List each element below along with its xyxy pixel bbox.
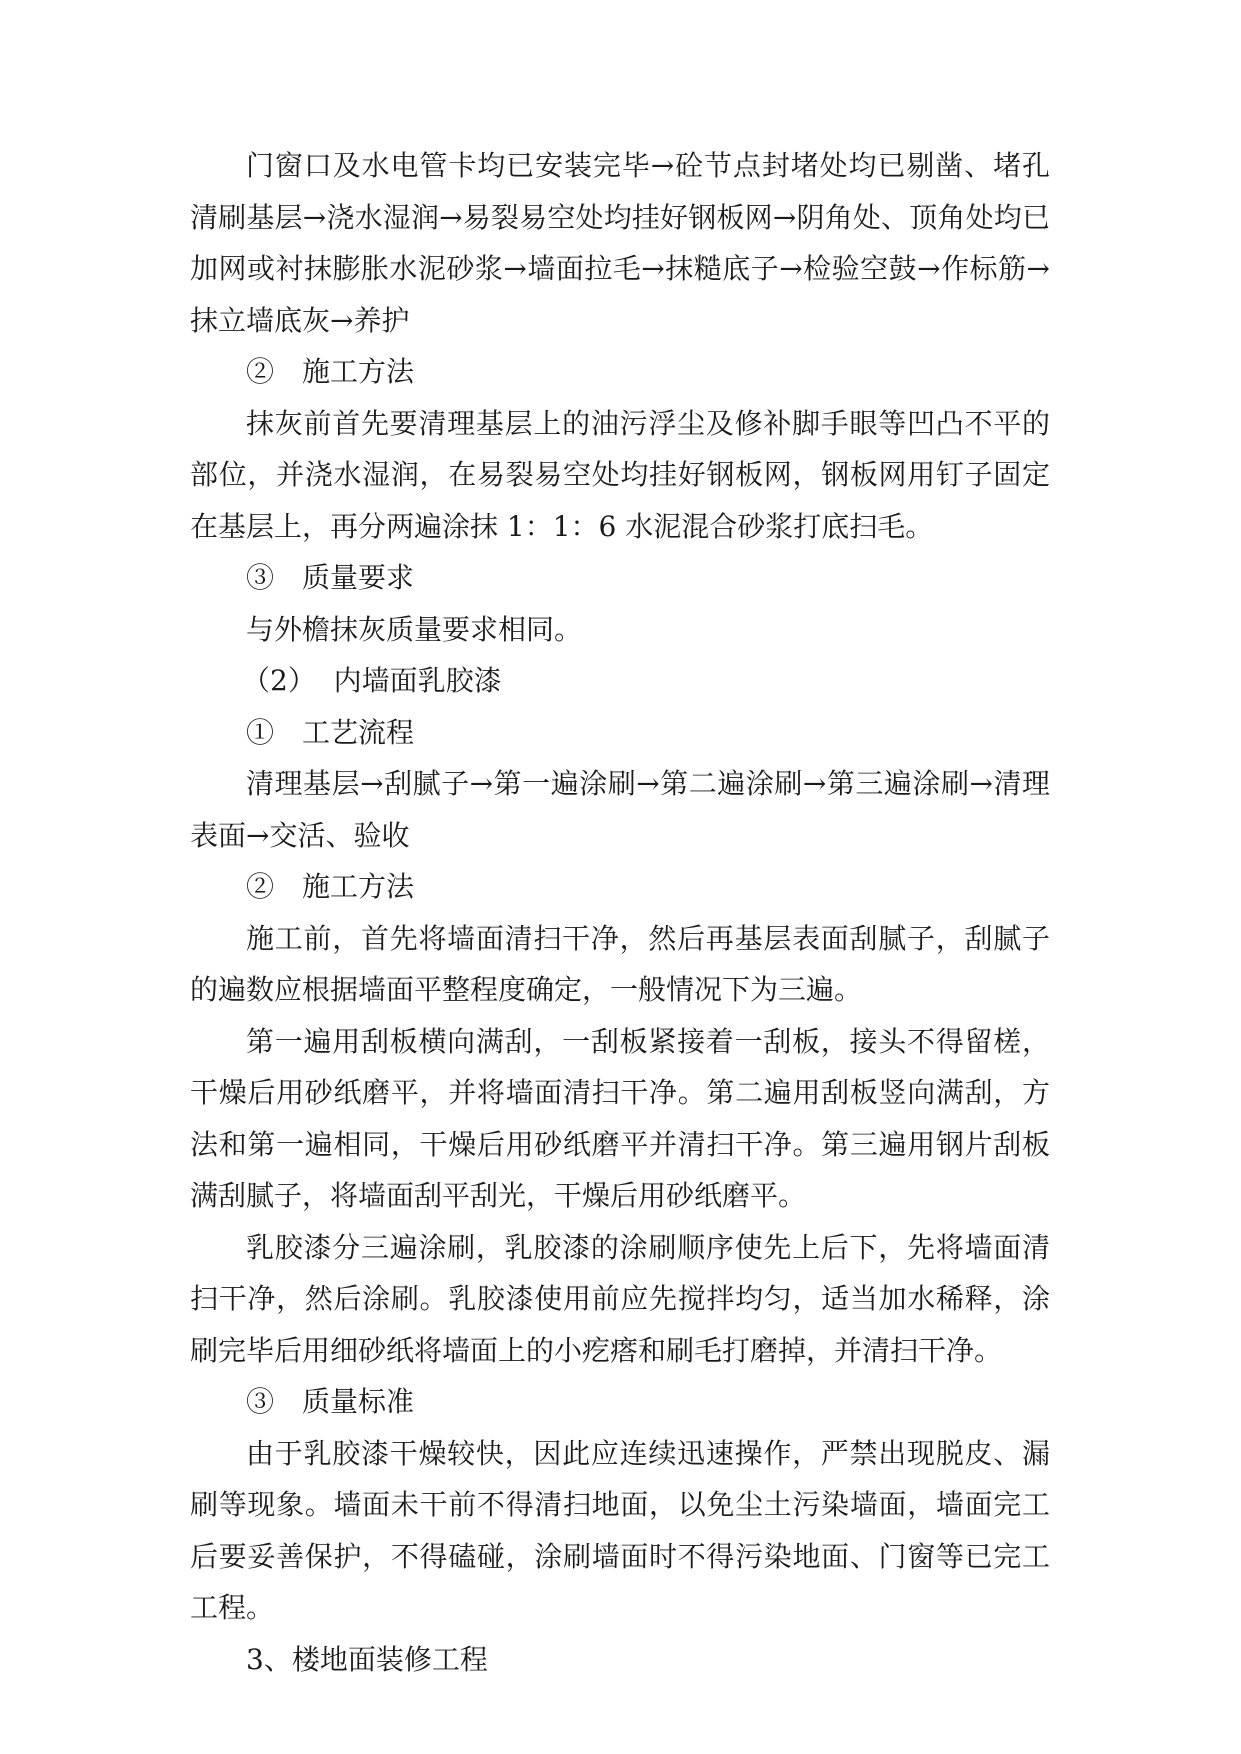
paragraph-plaster-method: 抹灰前首先要清理基层上的油污浮尘及修补脚手眼等凹凸不平的部位，并浇水湿润，在易裂易空处均挂好钢板网，钢板网用钉子固定在基层上，再分两遍涂抹 1：1：6 水泥混合砂浆打底扫毛。 [190,406,1050,543]
paragraph-quality-same: 与外檐抹灰质量要求相同。 [246,612,583,646]
paragraph-scraping: 第一遍用刮板横向满刮，一刮板紧接着一刮板，接头不得留槎，干燥后用砂纸磨平，并将墙面清扫干净。第二遍用刮板竖向满刮，方法和第一遍相同，干燥后用砂纸磨平并清扫干净。第三遍用钢片刮板满刮腻子，将墙面刮平刮光，干燥后用砂纸磨平。 [190,1024,1050,1212]
heading-quality-standard: ③ 质量标准 [246,1385,415,1418]
heading-construction-method: ② 施工方法 [246,355,415,388]
paragraph-plaster-process: 门窗口及水电管卡均已安装完毕→砼节点封堵处均已剔凿、堵孔清刷基层→浇水湿润→易裂易空处均挂好钢板网→阴角处、顶角处均已加网或衬抹膨胀水泥砂浆→墙面拉毛→抹糙底子→检验空鼓→作标筋→抹立墙底灰→养护 [190,149,1050,337]
document-page [190,140,1050,1685]
heading-quality-requirements: ③ 质量要求 [246,561,415,594]
heading-process-flow: ① 工艺流程 [246,715,415,749]
heading-floor-decoration: 3、楼地面装修工程 [246,1642,488,1676]
paragraph-quality-standard: 由于乳胶漆干燥较快，因此应连续迅速操作，严禁出现脱皮、漏刷等现象。墙面未干前不得清扫地面，以免尘土污染墙面，墙面完工后要妥善保护，不得磕碰，涂刷墙面时不得污染地面、门窗等已完工工程。 [190,1436,1050,1624]
heading-interior-latex-paint: （2） 内墙面乳胶漆 [242,664,502,697]
heading-construction-method-2: ② 施工方法 [246,870,415,903]
paragraph-latex-coating: 乳胶漆分三遍涂刷，乳胶漆的涂刷顺序使先上后下，先将墙面清扫干净，然后涂刷。乳胶漆使用前应先搅拌均匀，适当加水稀释，涂刷完毕后用细砂纸将墙面上的小疙瘩和刷毛打磨掉，并清扫干净。 [190,1230,1050,1367]
paragraph-putty: 施工前，首先将墙面清扫干净，然后再基层表面刮腻子，刮腻子的遍数应根据墙面平整程度确定，一般情况下为三遍。 [190,921,1050,1006]
paragraph-paint-process: 清理基层→刮腻子→第一遍涂刷→第二遍涂刷→第三遍涂刷→清理表面→交活、验收 [190,767,1050,852]
